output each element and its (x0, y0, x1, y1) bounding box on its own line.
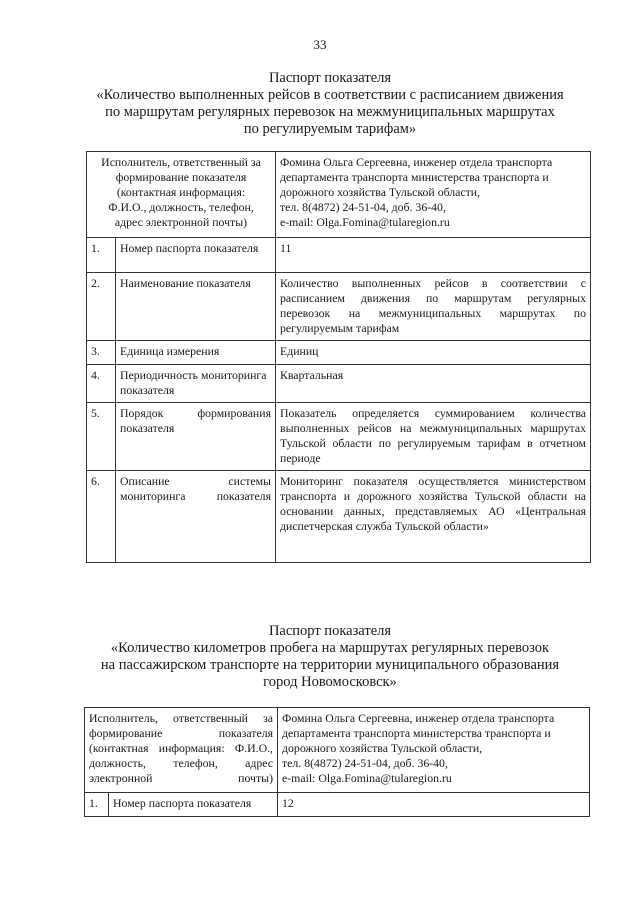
table-row (87, 471, 591, 563)
passport-2-subtitle-line: «Количество километров пробега на маршрутах регулярных перевозок (110, 640, 550, 656)
row-value: Количество выполненных рейсов в соответствии с расписанием движения по маршрутам регулярных перевозок на межмуниципальных маршрутах по регулируемым тарифам (276, 273, 591, 341)
row-number: 2. (87, 273, 116, 341)
executor-value: Фомина Ольга Сергеевна, инженер отдела транспорта департамента транспорта министерства транспорта и дорожного хозяйства Тульской области, тел. 8(4872) 24-51-04, доб. 36-40, e-mail: Olga.Fomina@tularegion.ru (276, 152, 591, 238)
passport-2-subtitle-line: город Новомосковск» (263, 674, 397, 690)
row-label: Номер паспорта показателя (116, 238, 276, 273)
passport-2-table (84, 707, 590, 817)
passport-2-title: Паспорт показателя (268, 623, 392, 639)
row-value: 11 (276, 238, 591, 273)
table-row (87, 273, 591, 341)
row-label: Номер паспорта показателя (109, 793, 278, 817)
row-value: Мониторинг показателя осуществляется министерством транспорта и дорожного хозяйства Тульской области на основании данных, представляемых АО «Центральная диспетчерская служба Тульской области» (276, 471, 591, 563)
table-row (87, 365, 591, 403)
row-value: Квартальная (276, 365, 591, 403)
row-number: 1. (85, 793, 109, 817)
executor-value: Фомина Ольга Сергеевна, инженер отдела транспорта департамента транспорта министерства транспорта и дорожного хозяйства Тульской области, тел. 8(4872) 24-51-04, доб. 36-40, e-mail: Olga.Fomina@tularegion.ru (278, 708, 590, 793)
passport-2-subtitle-line: на пассажирском транспорте на территории муниципального образования (100, 657, 560, 673)
row-number: 6. (87, 471, 116, 563)
row-value: Единиц (276, 341, 591, 365)
table-row (85, 793, 590, 817)
row-label: Наименование показателя (116, 273, 276, 341)
row-value: Показатель определяется суммированием количества выполненных рейсов на межмуниципальных маршрутах Тульской области по регулируемым тарифам в отчетном периоде (276, 403, 591, 471)
passport-1-heading (60, 70, 600, 138)
row-number: 1. (87, 238, 116, 273)
passport-1-table (86, 151, 591, 563)
executor-row (87, 152, 591, 238)
passport-1-subtitle-line: «Количество выполненных рейсов в соответствии с расписанием движения (96, 87, 564, 103)
passport-1-subtitle-line: по маршрутам регулярных перевозок на межмуниципальных маршрутах (105, 104, 555, 120)
row-label: Порядок формирования показателя (116, 403, 276, 471)
table-row (87, 238, 591, 273)
table-row (87, 341, 591, 365)
row-value: 12 (278, 793, 590, 817)
row-number: 3. (87, 341, 116, 365)
row-label: Единица измерения (116, 341, 276, 365)
executor-row (85, 708, 590, 793)
executor-label: Исполнитель, ответственный за формирование показателя (контактная информация: Ф.И.О., должность, телефон, адрес электронной почты) (85, 708, 278, 793)
row-label: Периодичность мониторинга показателя (116, 365, 276, 403)
row-label: Описание системы мониторинга показателя (116, 471, 276, 563)
page-number: 33 (313, 37, 327, 52)
passport-1-title: Паспорт показателя (268, 70, 392, 86)
passport-1-subtitle-line: по регулируемым тарифам» (243, 121, 417, 137)
row-number: 4. (87, 365, 116, 403)
row-number: 5. (87, 403, 116, 471)
table-row (87, 403, 591, 471)
passport-2-heading (60, 623, 600, 691)
executor-label: Исполнитель, ответственный за формирование показателя (контактная информация: Ф.И.О., должность, телефон, адрес электронной почты) (87, 152, 276, 238)
